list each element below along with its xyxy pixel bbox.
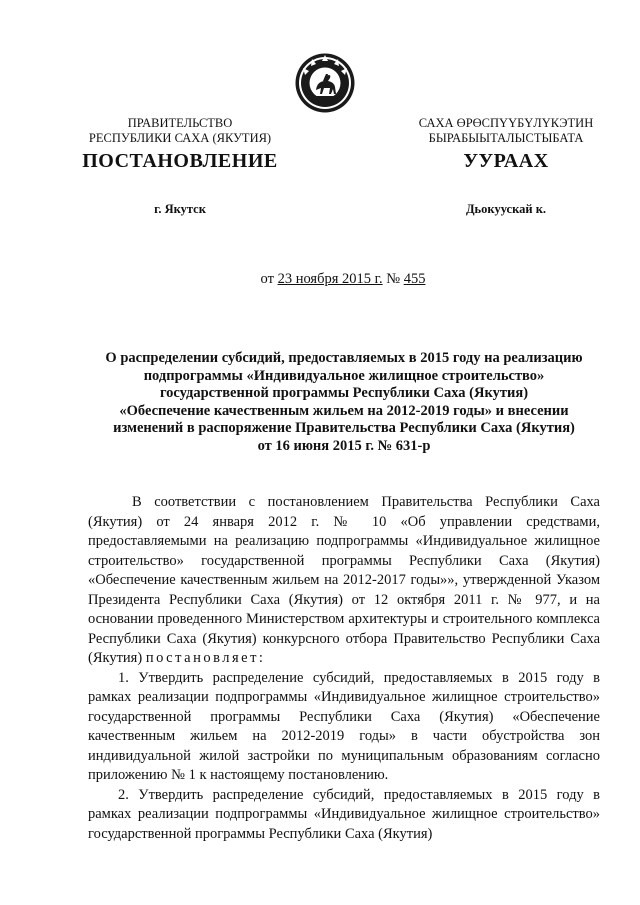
header-right-line2: БЫРАБЫЫТАЛЫСТЫБАТА xyxy=(428,131,584,145)
government-header-sakha xyxy=(386,116,626,146)
document-subject xyxy=(90,350,598,455)
government-header-ru xyxy=(60,116,300,146)
intro-paragraph xyxy=(88,493,600,669)
document-date: 23 ноября 2015 г. xyxy=(277,271,383,287)
header-right-line1: САХА ӨРӨСПҮҮБҮЛҮКЭТИН xyxy=(418,116,594,130)
document-number: 455 xyxy=(403,271,426,287)
document-title-ru: ПОСТАНОВЛЕНИЕ xyxy=(82,150,278,172)
intro-text: В соответствии с постановлением Правительства Республики Саха (Якутия) от 24 января 2012 г. № 10 «Об управлении средствами, предоставляемыми на реализацию подпрограммы «Индивидуальное жилищное строительство» государственной программы Республики Саха (Якутия) «Обеспечение качественным жильем на 2012-2017 годы»», утвержденной Указом Президента Республики Саха (Якутия) от 12 октября 2011 г. № 977, и на основании проведенного Министерством архитектуры и строительного комплекса Республики Саха (Якутия) конкурсного отбора Правительство Республики Саха (Якутия) xyxy=(88,494,600,666)
city-sakha: Дьокуускай к. xyxy=(465,202,547,216)
decree-word: постановляет: xyxy=(145,650,266,666)
header-left-line2: РЕСПУБЛИКИ САХА (ЯКУТИЯ) xyxy=(88,131,272,145)
subject-line: государственной программы Республики Саха (Якутия) xyxy=(159,385,529,401)
item-2-paragraph: 2. Утвердить распределение субсидий, предоставляемых в 2015 году в рамках реализации подпрограммы «Индивидуальное жилищное строительство» государственной программы Республики Саха (Якутия) xyxy=(88,786,600,842)
subject-line: «Обеспечение качественным жильем на 2012-2019 годы» и внесении xyxy=(119,402,569,419)
coat-of-arms-emblem xyxy=(294,52,356,114)
document-body xyxy=(88,493,600,844)
document-title-sakha: УУРААХ xyxy=(463,150,549,172)
item-1-paragraph: 1. Утвердить распределение субсидий, предоставляемых в 2015 году в рамках реализации подпрограммы «Индивидуальное жилищное строительство» государственной программы Республики Саха (Якутия) «Обеспечение качественным жильем на 2012-2019 годы» в части обустройства зон индивидуальной жилой застройки по муниципальным образованиям согласно приложению № 1 к настоящему постановлению. xyxy=(88,669,600,783)
date-prefix: от xyxy=(260,271,278,287)
subject-line: подпрограммы «Индивидуальное жилищное строительство» xyxy=(143,367,545,384)
city-ru: г. Якутск xyxy=(154,202,206,216)
header-left-line1: ПРАВИТЕЛЬСТВО xyxy=(127,116,233,130)
date-number-line xyxy=(60,271,626,288)
subject-line: О распределении субсидий, предоставляемых в 2015 году на реализацию xyxy=(105,350,583,366)
subject-line: изменений в распоряжение Правительства Республики Саха (Якутия) xyxy=(113,420,575,436)
subject-line: от 16 июня 2015 г. № 631-р xyxy=(257,437,431,454)
number-prefix: № xyxy=(382,271,404,287)
